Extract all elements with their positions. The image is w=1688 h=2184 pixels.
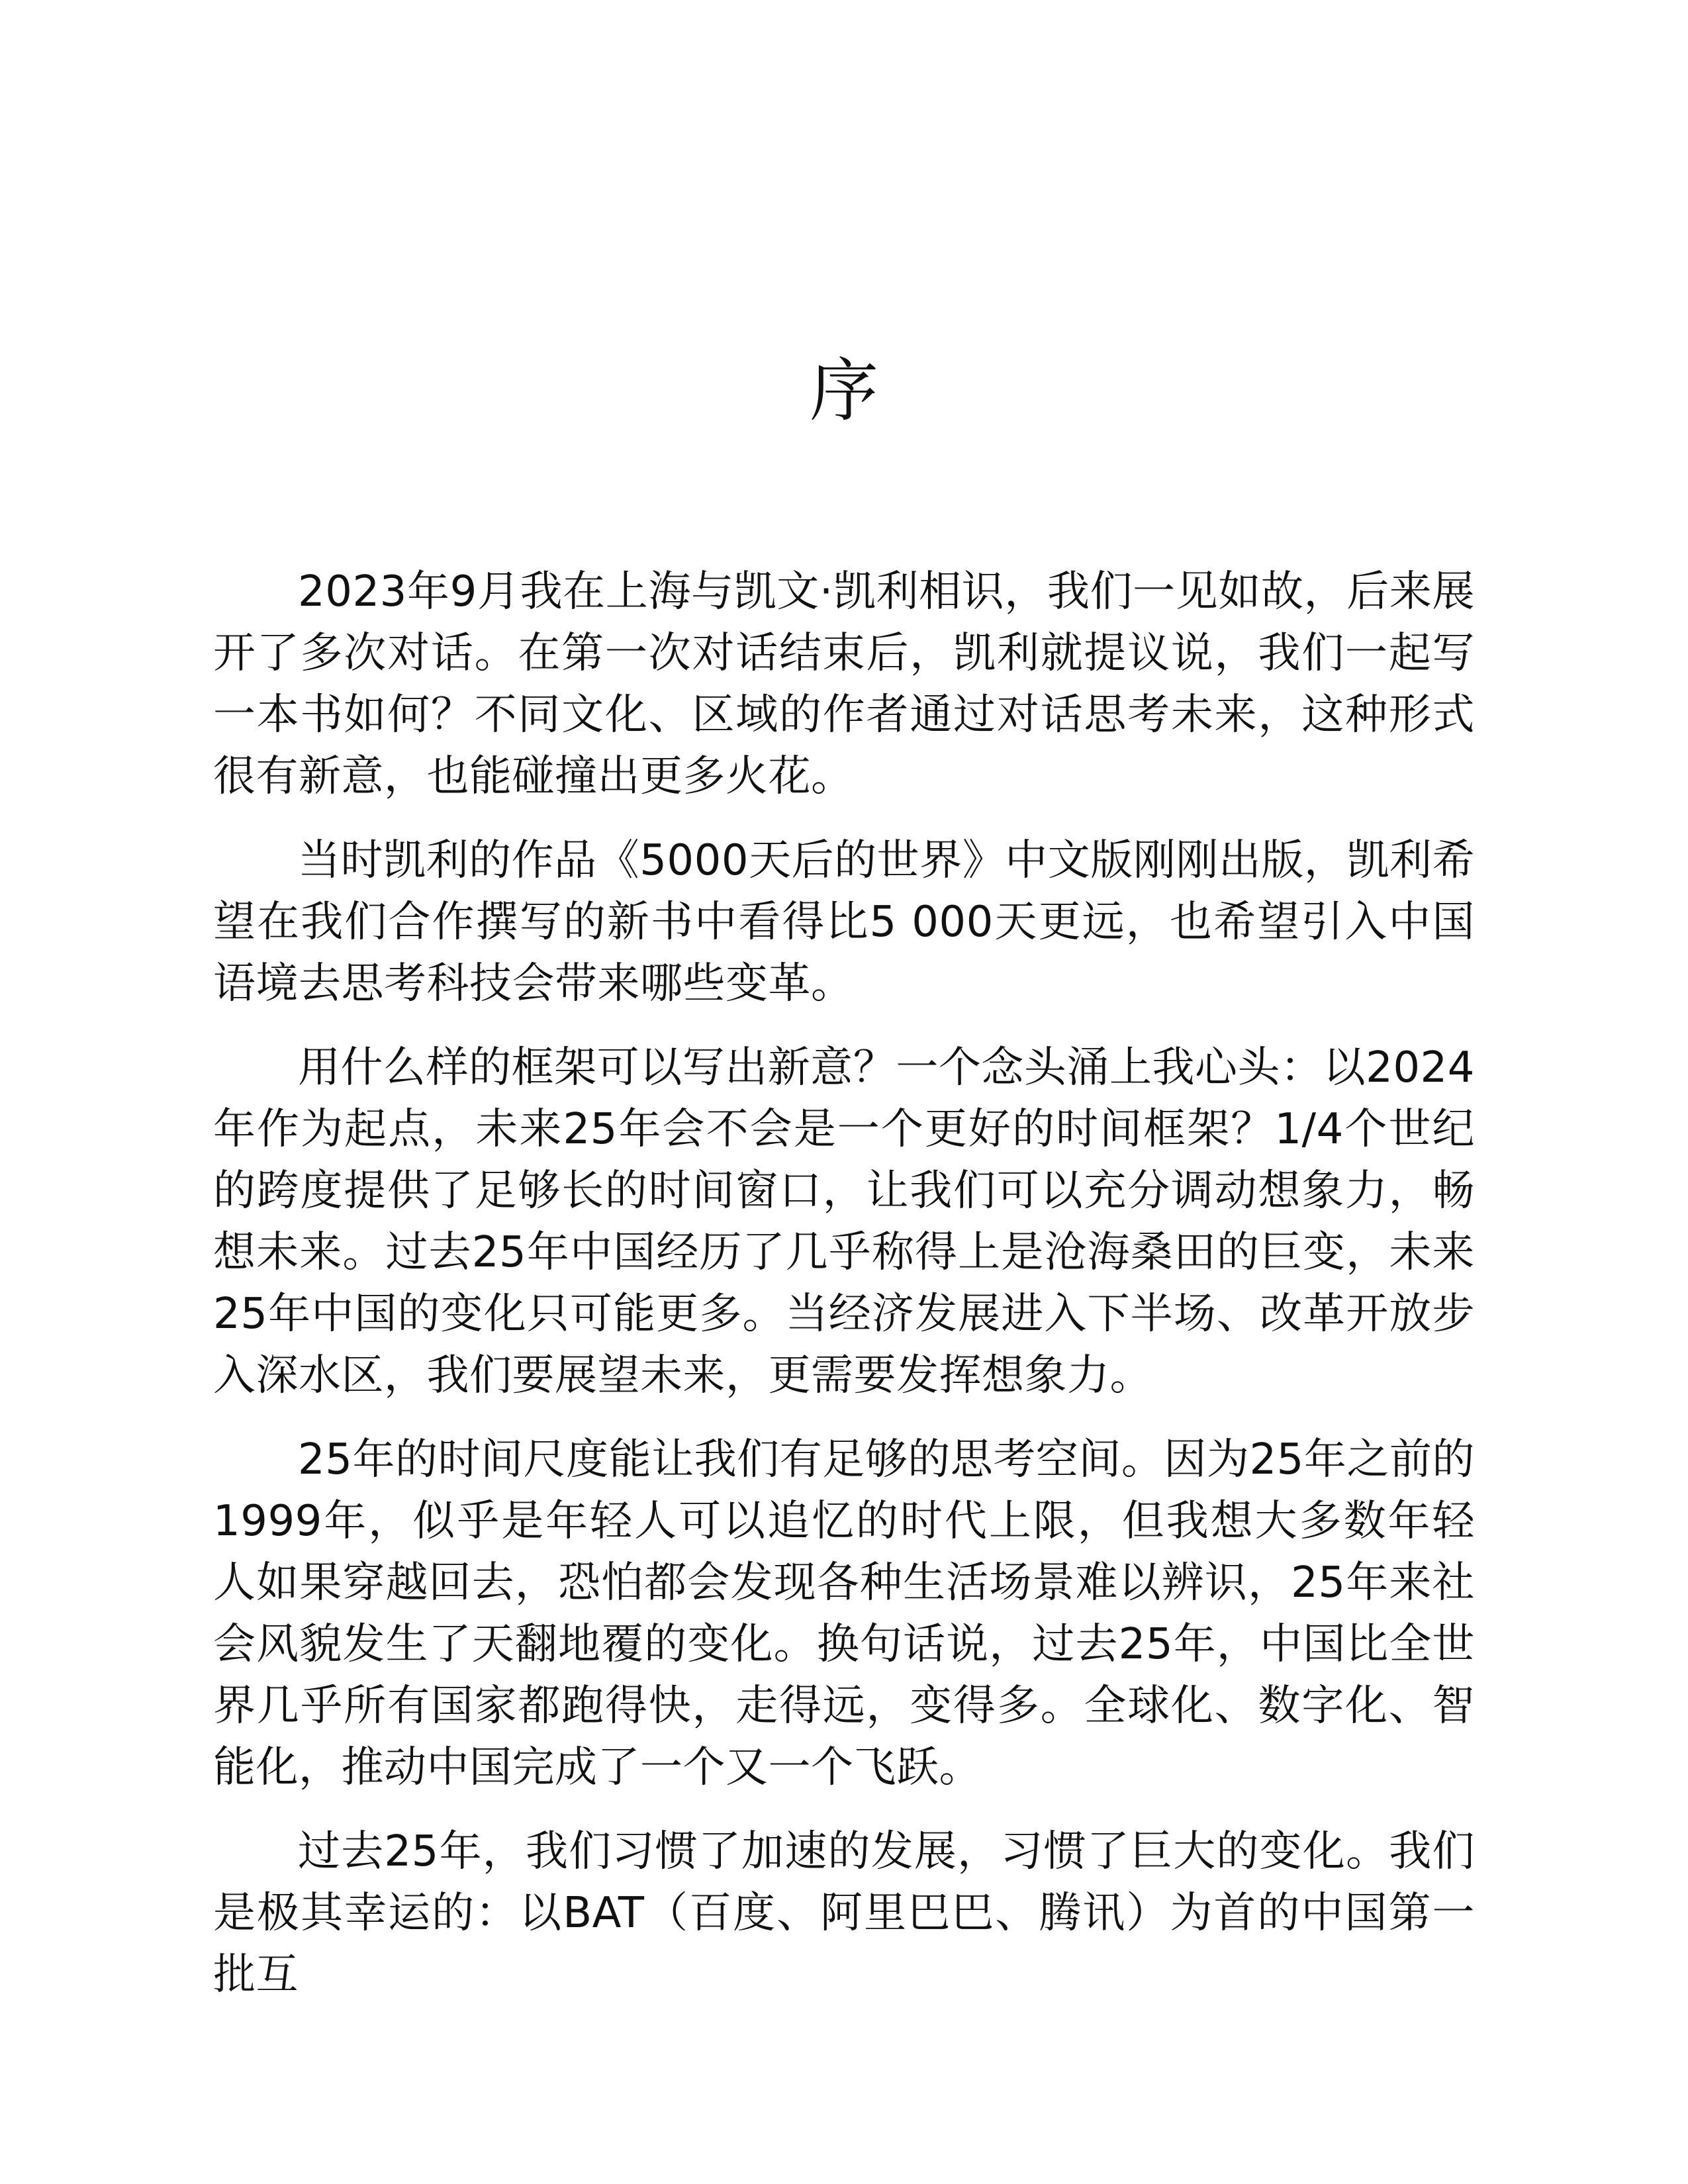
- chapter-title: 序: [809, 350, 878, 431]
- paragraph-4: 25年的时间尺度能让我们有足够的思考空间。因为25年之前的1999年，似乎是年轻人可以追忆的时代上限，但我想大多数年轻人如果穿越回去，恐怕都会发现各种生活场景难以辨识，25年来社会风貌发生了天翻地覆的变化。换句话说，过去25年，中国比全世界几乎所有国家都跑得快，走得远，变得多。全球化、数字化、智能化，推动中国完成了一个又一个飞跃。: [213, 1435, 1475, 1792]
- paragraph-5: 过去25年，我们习惯了加速的发展，习惯了巨大的变化。我们是极其幸运的：以BAT（百度、阿里巴巴、腾讯）为首的中国第一批互: [213, 1827, 1475, 1999]
- body-text: [213, 561, 1475, 2028]
- paragraph-3: 用什么样的框架可以写出新意？一个念头涌上我心头：以2024年作为起点，未来25年会不会是一个更好的时间框架？1/4个世纪的跨度提供了足够长的时间窗口，让我们可以充分调动想象力，畅想未来。过去25年中国经历了几乎称得上是沧海桑田的巨变，未来25年中国的变化只可能更多。当经济发展进入下半场、改革开放步入深水区，我们要展望未来，更需要发挥想象力。: [213, 1043, 1475, 1400]
- paragraph-2: 当时凯利的作品《5000天后的世界》中文版刚刚出版，凯利希望在我们合作撰写的新书中看得比5 000天更远，也希望引入中国语境去思考科技会带来哪些变革。: [213, 836, 1475, 1008]
- paragraph-1: 2023年9月我在上海与凯文·凯利相识，我们一见如故，后来展开了多次对话。在第一次对话结束后，凯利就提议说，我们一起写一本书如何？不同文化、区域的作者通过对话思考未来，这种形式很有新意，也能碰撞出更多火花。: [213, 567, 1475, 801]
